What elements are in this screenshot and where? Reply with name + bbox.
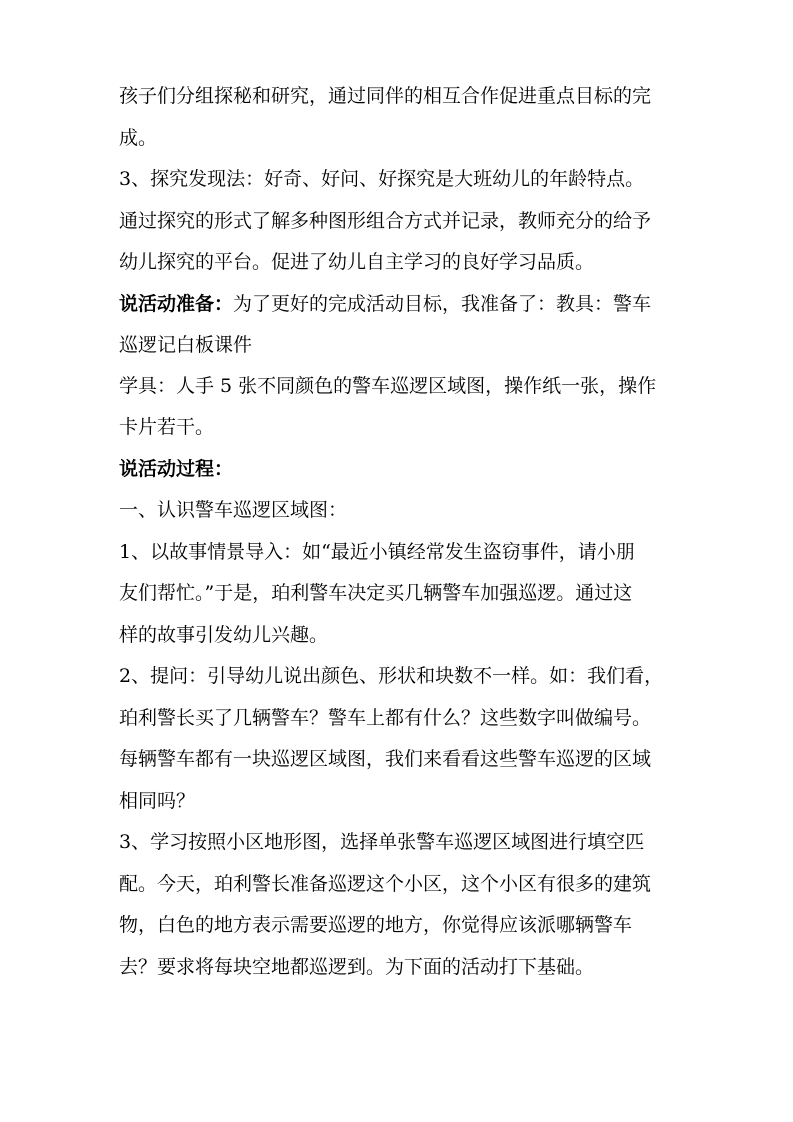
text-line: 去？要求将每块空地都巡逻到。为下面的活动打下基础。	[119, 956, 595, 978]
text-line: 成。	[119, 127, 158, 149]
text-line: 幼儿探究的平台。促进了幼儿自主学习的良好学习品质。	[119, 251, 595, 273]
text-line	[119, 292, 651, 316]
text-line: 孩子们分组探秘和研究，通过同伴的相互合作促进重点目标的完	[119, 85, 652, 107]
text-line: 珀利警长买了几辆警车？警车上都有什么？这些数字叫做编号。	[119, 707, 652, 729]
text-line: 巡逻记白板课件	[119, 334, 253, 356]
text-line: 3、探究发现法：好奇、好问、好探究是大班幼儿的年龄特点。	[119, 168, 645, 190]
text-line: 卡片若干。	[119, 416, 215, 438]
text-line: 样的故事引发幼儿兴趣。	[119, 624, 329, 646]
text-line: 物，白色的地方表示需要巡逻的地方，你觉得应该派哪辆警车	[119, 914, 633, 936]
text-line: 每辆警车都有一块巡逻区域图，我们来看看这些警车巡逻的区域	[119, 748, 652, 770]
text-line: 1、以故事情景导入：如“最近小镇经常发生盗窃事件，请小朋	[119, 541, 635, 563]
text-line: 相同吗？	[119, 790, 196, 812]
section-heading-process: 说活动过程：	[119, 458, 234, 480]
text-line: 友们帮忙。”于是，珀利警车决定买几辆警车加强巡逻。通过这	[119, 582, 633, 604]
text-line: 3、学习按照小区地形图，选择单张警车巡逻区域图进行填空匹	[119, 831, 645, 853]
text-line: 学具：人手 5 张不同颜色的警车巡逻区域图，操作纸一张，操作	[119, 375, 657, 397]
section-heading-preparation: 说活动准备：	[119, 293, 234, 315]
text-line: 2、提问：引导幼儿说出颜色、形状和块数不一样。如：我们看，	[119, 665, 664, 687]
preparation-text: 为了更好的完成活动目标，我准备了：教具：警车	[233, 293, 652, 315]
text-line: 通过探究的形式了解多种图形组合方式并记录，教师充分的给予	[119, 210, 652, 232]
text-line: 配。今天，珀利警长准备巡逻这个小区，这个小区有很多的建筑	[119, 873, 652, 895]
text-line: 一、认识警车巡逻区域图：	[119, 499, 348, 521]
